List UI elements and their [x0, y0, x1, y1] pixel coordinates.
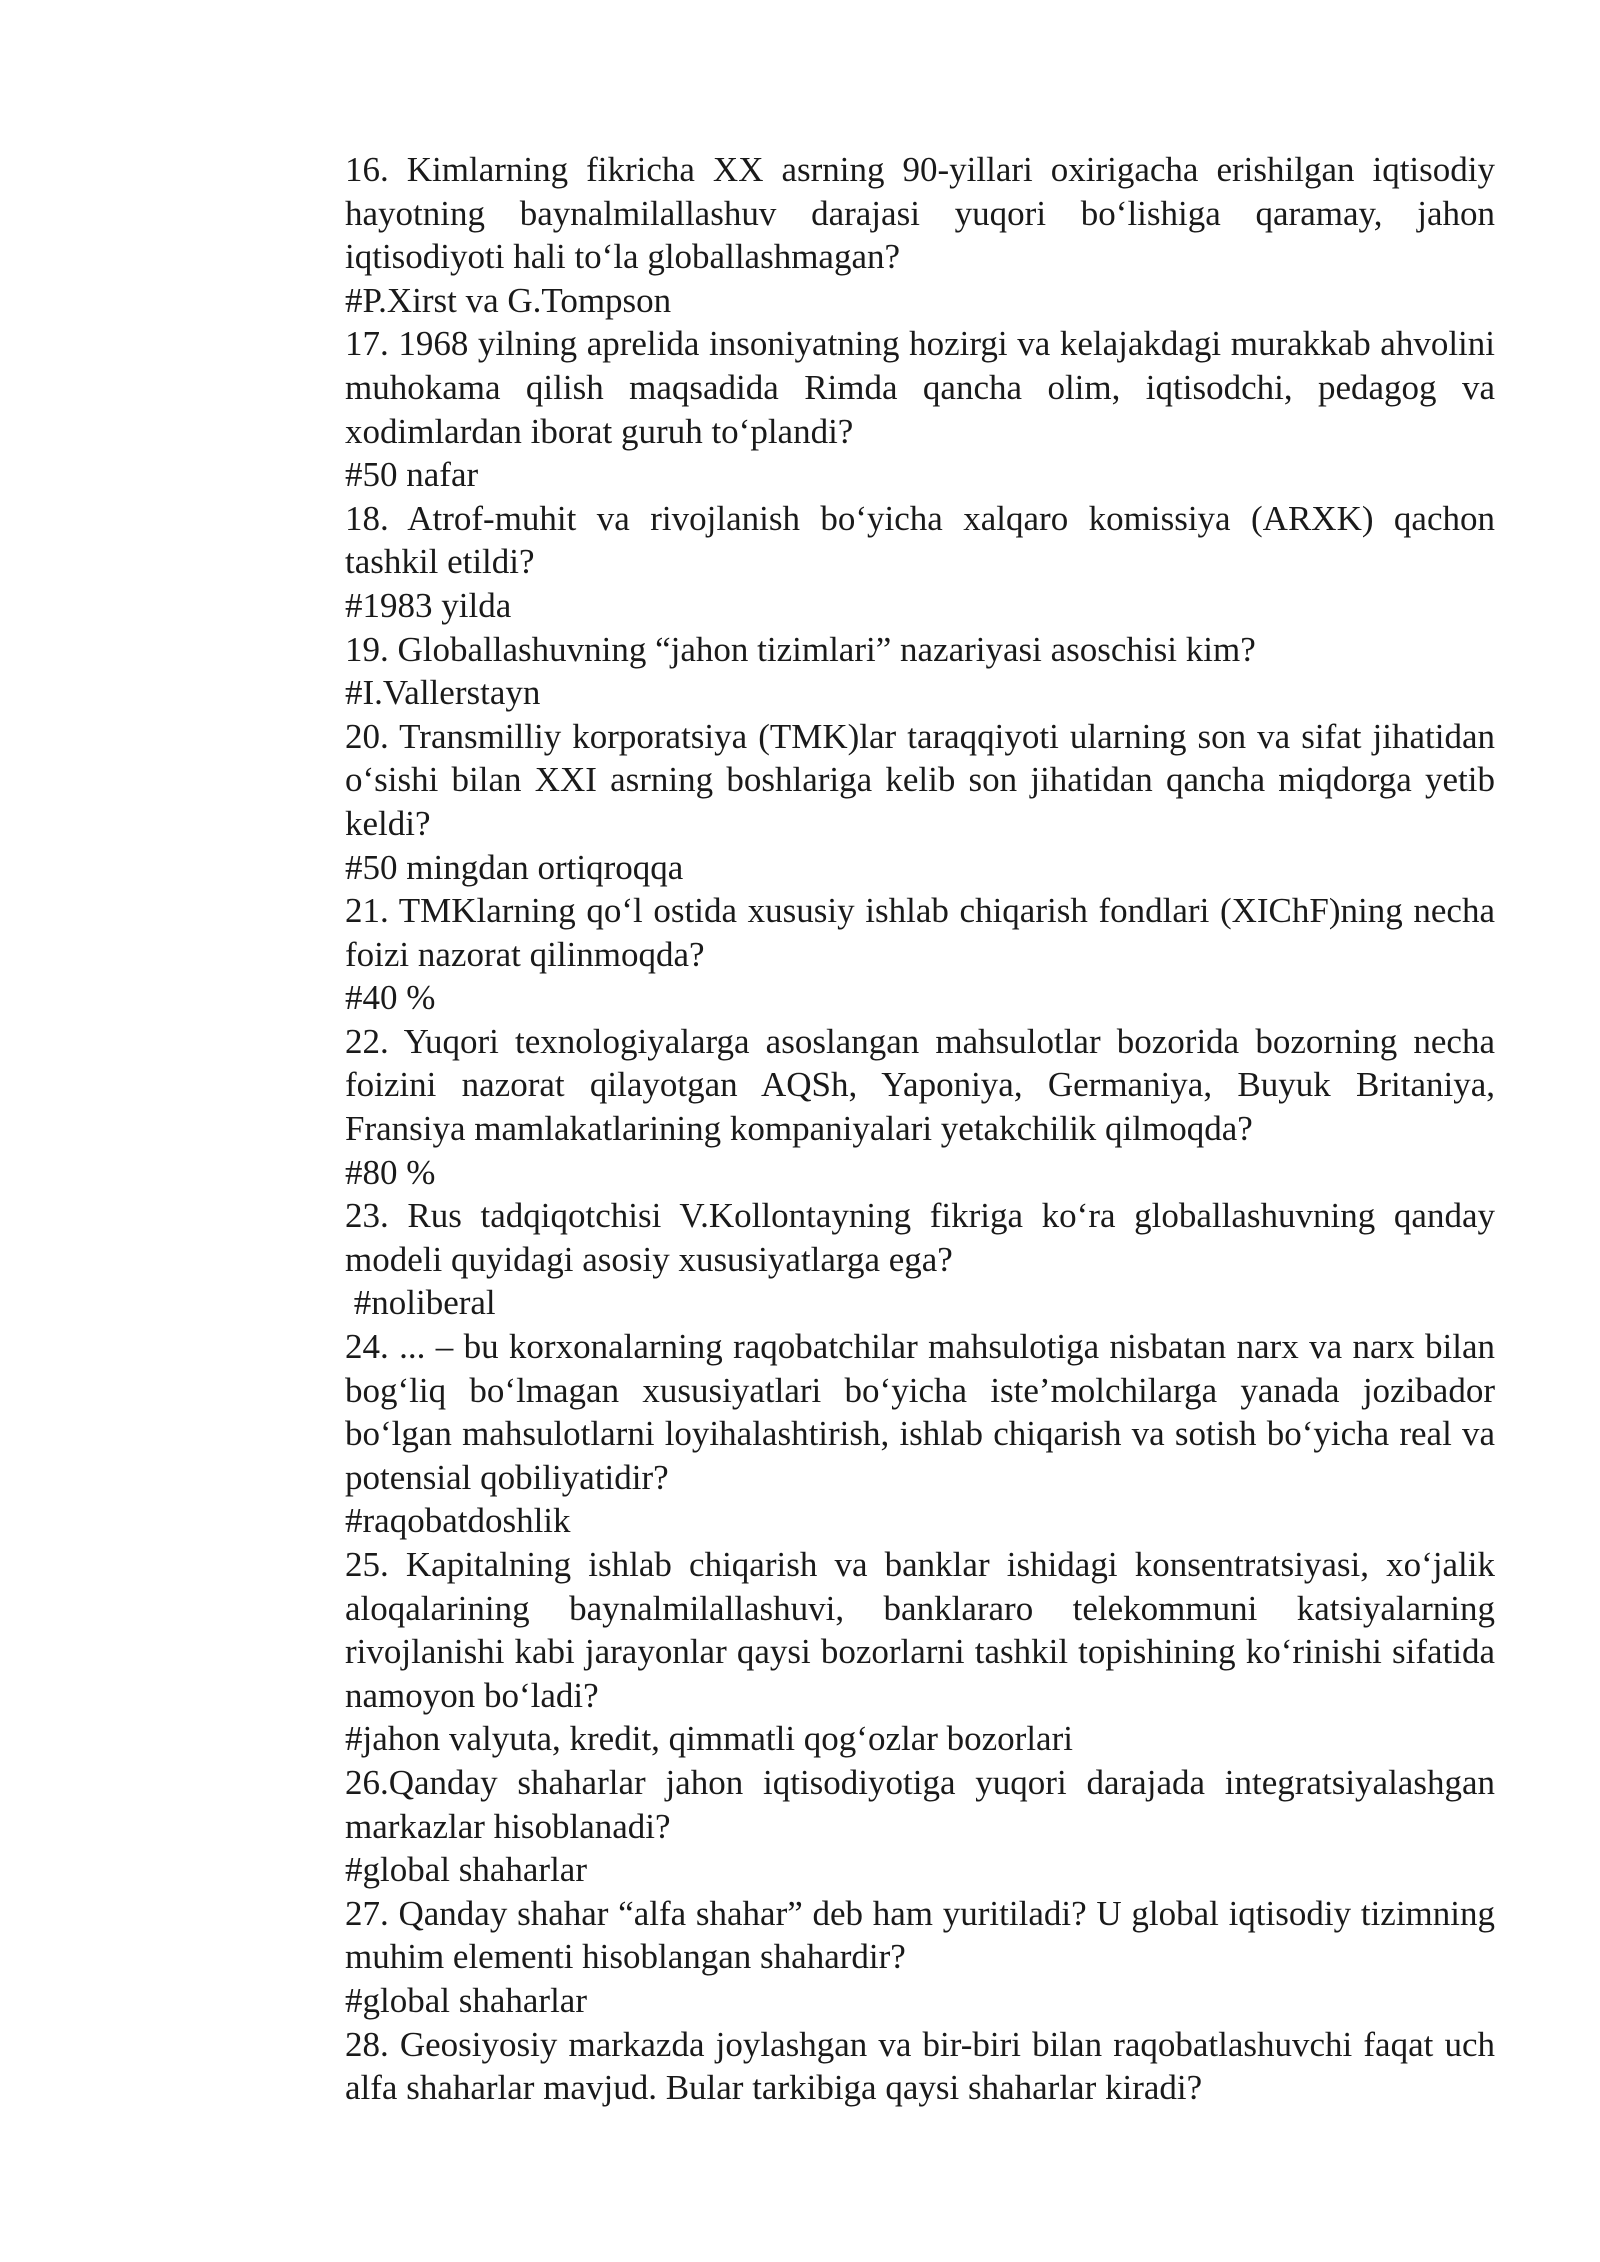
question-item-17	[345, 322, 1495, 496]
question-text: 24. ... – bu korxonalarning raqobatchilar mahsulotiga nisbatan narx va narx bilan bog‘liq bo‘lmagan xususiyatlari bo‘yicha iste’molchilarga yanada jozibador bo‘lgan mahsulotlarni loyihalashtirish, ishlab chiqarish va sotish bo‘yicha real va potensial qobiliyatidir?	[345, 1327, 1495, 1497]
document-page	[345, 148, 1495, 2110]
answer-text: #80 %	[345, 1152, 436, 1192]
question-text: 21. TMKlarning qo‘l ostida xususiy ishlab chiqarish fondlari (XIChF)ning necha foizi nazorat qilinmoqda?	[345, 891, 1495, 974]
question-item-27	[345, 1892, 1495, 2023]
answer-text: #raqobatdoshlik	[345, 1501, 571, 1541]
question-text: 27. Qanday shahar “alfa shahar” deb ham yuritiladi? U global iqtisodiy tizimning muhim elementi hisoblangan shahardir?	[345, 1893, 1495, 1977]
answer-text: #50 nafar	[345, 455, 479, 495]
answer-text: #P.Xirst va G.Tompson	[345, 280, 672, 320]
question-item-22	[345, 1020, 1495, 1194]
question-item-16	[345, 148, 1495, 322]
question-item-18	[345, 497, 1495, 628]
question-text: 22. Yuqori texnologiyalarga asoslangan mahsulotlar bozorida bozorning necha foizini nazorat qilayotgan AQSh, Yaponiya, Germaniya, Buyuk Britaniya, Fransiya mamlakatlarining kompaniyalari yetakchilik qilmoqda?	[345, 1021, 1495, 1149]
question-text: 19. Globallashuvning “jahon tizimlari” nazariyasi asoschisi kim?	[345, 629, 1256, 669]
question-item-20	[345, 715, 1495, 889]
question-item-26	[345, 1761, 1495, 1892]
question-item-19	[345, 628, 1495, 715]
question-text: 17. 1968 yilning aprelida insoniyatning hozirgi va kelajakdagi murakkab ahvolini muhokama qilish maqsadida Rimda qancha olim, iqtisodchi, pedagog va xodimlardan iborat guruh to‘plandi?	[345, 324, 1495, 451]
question-item-21	[345, 889, 1495, 1020]
question-text: 23. Rus tadqiqotchisi V.Kollontayning fikriga ko‘ra globallashuvning qanday modeli quyidagi asosiy xususiyatlarga ega?	[345, 1196, 1495, 1279]
question-text: 26.Qanday shaharlar jahon iqtisodiyotiga yuqori darajada integratsiyalashgan markazlar hisoblanadi?	[345, 1762, 1495, 1846]
question-item-25	[345, 1543, 1495, 1761]
answer-text: #global shaharlar	[345, 1850, 587, 1890]
answer-text: #jahon valyuta, kredit, qimmatli qog‘ozlar bozorlari	[345, 1719, 1073, 1759]
answer-text: #global shaharlar	[345, 1980, 587, 2020]
question-text: 16. Kimlarning fikricha XX asrning 90-yillari oxirigacha erishilgan iqtisodiy hayotning baynalmilallashuv darajasi yuqori bo‘lishiga qaramay, jahon iqtisodiyoti hali to‘la globallashmagan?	[345, 150, 1495, 277]
answer-text: #noliberal	[345, 1283, 496, 1323]
question-text: 25. Kapitalning ishlab chiqarish va banklar ishidagi konsentratsiyasi, xo‘jalik aloqalarining baynalmilallashuvi, banklararo telekommuni katsiyalarning rivojlanishi kabi jarayonlar qaysi bozorlarni tashkil topishining ko‘rinishi sifatida namoyon bo‘ladi?	[345, 1545, 1495, 1715]
answer-text: #50 mingdan ortiqroqqa	[345, 847, 684, 887]
question-item-24	[345, 1325, 1495, 1543]
question-text: 18. Atrof-muhit va rivojlanish bo‘yicha xalqaro komissiya (ARXK) qachon tashkil etildi?	[345, 498, 1495, 582]
question-item-23	[345, 1194, 1495, 1325]
answer-text: #I.Vallerstayn	[345, 673, 541, 713]
answer-text: #40 %	[345, 978, 436, 1018]
answer-text: #1983 yilda	[345, 585, 512, 625]
question-text: 28. Geosiyosiy markazda joylashgan va bir-biri bilan raqobatlashuvchi faqat uch alfa shaharlar mavjud. Bular tarkibiga qaysi shaharlar kiradi?	[345, 2024, 1495, 2108]
question-text: 20. Transmilliy korporatsiya (TMK)lar taraqqiyoti ularning son va sifat jihatidan o‘sishi bilan XXI asrning boshlariga kelib son jihatidan qancha miqdorga yetib keldi?	[345, 716, 1495, 843]
question-item-28	[345, 2023, 1495, 2110]
